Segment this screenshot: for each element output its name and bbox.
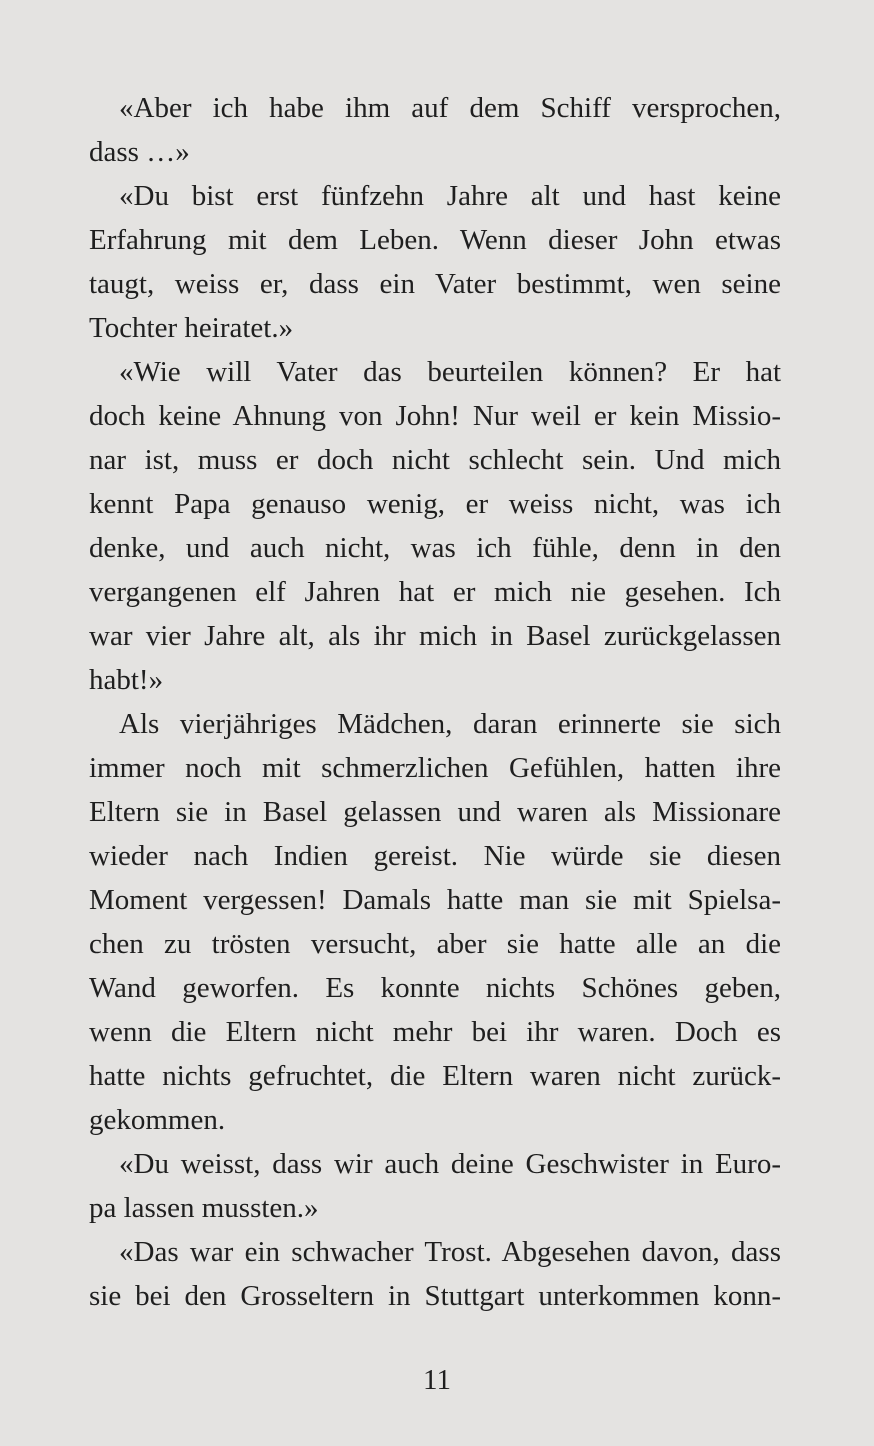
text-line: taugt, weiss er, dass ein Vater bestimmt, wen seine bbox=[89, 268, 781, 300]
text-line: Tochter heiratet.» bbox=[89, 312, 294, 344]
text-line: kennt Papa genauso wenig, er weiss nicht, was ich bbox=[89, 488, 781, 520]
text-line: «Das war ein schwacher Trost. Abgesehen davon, dass bbox=[119, 1236, 781, 1268]
text-line: Wand geworfen. Es konnte nichts Schönes geben, bbox=[89, 972, 781, 1004]
text-line: vergangenen elf Jahren hat er mich nie gesehen. Ich bbox=[89, 576, 781, 608]
text-line: Moment vergessen! Damals hatte man sie mit Spielsa- bbox=[89, 884, 781, 916]
text-line: chen zu trösten versucht, aber sie hatte alle an die bbox=[89, 928, 781, 960]
text-line: Als vierjähriges Mädchen, daran erinnerte sie sich bbox=[119, 708, 781, 740]
text-line: dass …» bbox=[89, 136, 190, 168]
text-line: immer noch mit schmerzlichen Gefühlen, hatten ihre bbox=[89, 752, 781, 784]
body-text bbox=[89, 86, 781, 1318]
text-line: pa lassen mussten.» bbox=[89, 1192, 319, 1224]
text-line: war vier Jahre alt, als ihr mich in Basel zurückgelassen bbox=[89, 620, 781, 652]
text-line: gekommen. bbox=[89, 1104, 226, 1136]
text-line: wenn die Eltern nicht mehr bei ihr waren. Doch es bbox=[89, 1016, 781, 1048]
text-line: «Aber ich habe ihm auf dem Schiff versprochen, bbox=[119, 92, 781, 124]
text-line: hatte nichts gefruchtet, die Eltern waren nicht zurück- bbox=[89, 1060, 781, 1092]
text-line: doch keine Ahnung von John! Nur weil er kein Missio- bbox=[89, 400, 781, 432]
text-line: nar ist, muss er doch nicht schlecht sein. Und mich bbox=[89, 444, 781, 476]
text-line: wieder nach Indien gereist. Nie würde sie diesen bbox=[89, 840, 781, 872]
text-line: sie bei den Grosseltern in Stuttgart unterkommen konn- bbox=[89, 1280, 781, 1312]
text-line: habt!» bbox=[89, 664, 164, 696]
text-line: Erfahrung mit dem Leben. Wenn dieser John etwas bbox=[89, 224, 781, 256]
text-line: «Wie will Vater das beurteilen können? Er hat bbox=[119, 356, 781, 388]
text-line: Eltern sie in Basel gelassen und waren als Missionare bbox=[89, 796, 781, 828]
text-line: denke, und auch nicht, was ich fühle, denn in den bbox=[89, 532, 781, 564]
page-number: 11 bbox=[423, 1364, 451, 1396]
text-line: «Du bist erst fünfzehn Jahre alt und hast keine bbox=[119, 180, 781, 212]
text-line: «Du weisst, dass wir auch deine Geschwister in Euro- bbox=[119, 1148, 781, 1180]
